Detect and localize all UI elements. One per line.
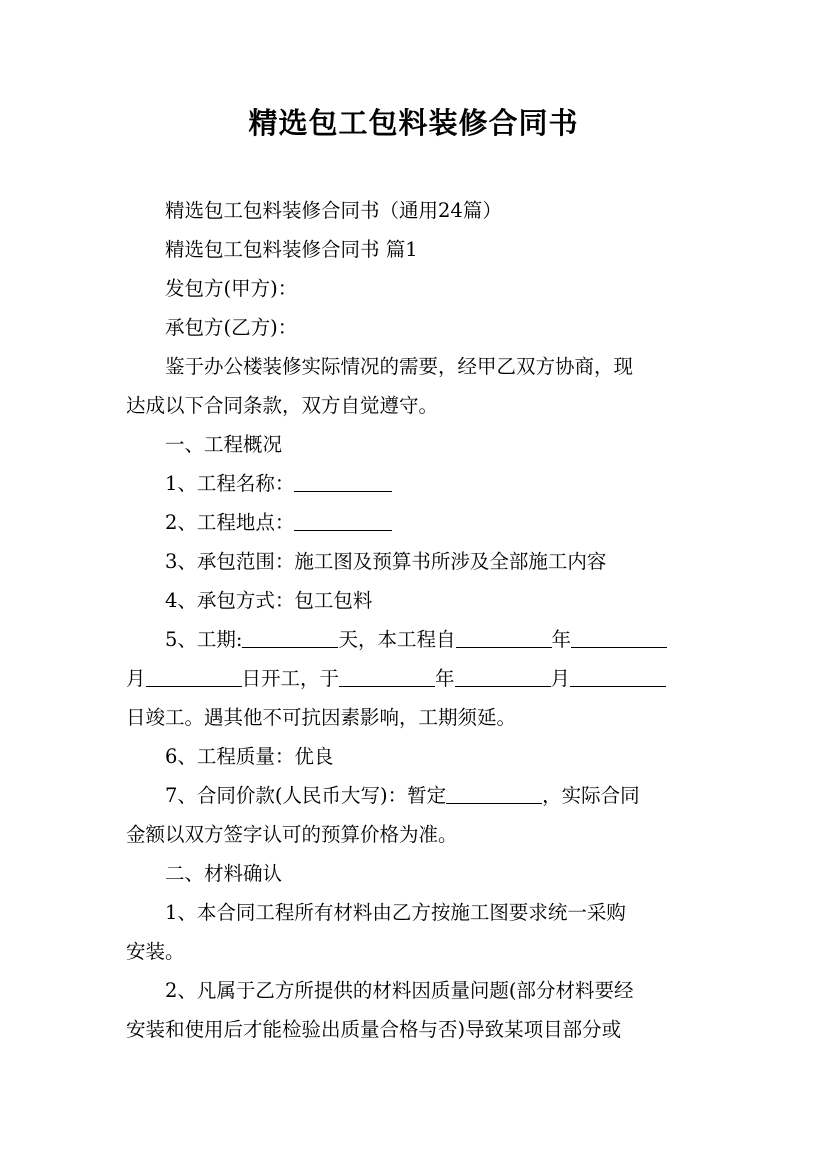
document-body	[126, 191, 702, 1049]
duration-line-3: 日竣工。遇其他不可抗因素影响，工期须延。	[126, 706, 517, 729]
project-name-line	[126, 464, 702, 503]
contract-scope-line: 3、承包范围：施工图及预算书所涉及全部施工内容	[165, 550, 607, 573]
duration-line-1	[126, 620, 702, 659]
end-month-blank	[455, 667, 551, 688]
preamble-line-1: 鉴于办公楼装修实际情况的需要，经甲乙双方协商，现	[165, 355, 634, 378]
end-month-text: 月	[550, 667, 571, 690]
start-day-blank	[146, 667, 242, 688]
piece-heading: 精选包工包料装修合同书 篇1	[165, 238, 418, 261]
duration-label: 5、工期:	[165, 628, 243, 651]
project-location-line	[126, 503, 702, 542]
start-month-text: 月	[126, 667, 146, 690]
start-day-text: 日开工，于	[241, 667, 340, 690]
quality-line: 6、工程质量：优良	[165, 745, 334, 768]
project-name-label: 1、工程名称：	[165, 472, 295, 495]
price-label: 7、合同价款(人民币大写)：暂定	[165, 784, 447, 807]
start-year-text: 年	[551, 628, 572, 651]
project-location-label: 2、工程地点：	[165, 511, 295, 534]
materials-clause-2-line-2: 安装和使用后才能检验出质量合格与否)导致某项目部分或	[126, 1018, 622, 1041]
end-year-blank	[339, 667, 435, 688]
document-title: 精选包工包料装修合同书	[248, 106, 579, 140]
duration-line-2	[126, 659, 702, 698]
project-location-blank	[294, 511, 392, 532]
contract-method-line: 4、承包方式：包工包料	[165, 589, 373, 612]
preamble-line-2: 达成以下合同条款，双方自觉遵守。	[126, 394, 439, 417]
intro-line: 精选包工包料装修合同书（通用24篇）	[165, 199, 502, 222]
price-line-2: 金额以双方签字认可的预算价格为准。	[126, 823, 458, 846]
duration-days-text: 天，本工程自	[338, 628, 456, 651]
section-heading-materials: 二、材料确认	[165, 862, 283, 885]
section-heading-overview: 一、工程概况	[165, 433, 283, 456]
materials-clause-1-line-1: 1、本合同工程所有材料由乙方按施工图要求统一采购	[165, 901, 626, 924]
duration-days-blank	[242, 628, 338, 649]
party-a-line: 发包方(甲方)：	[165, 277, 298, 300]
start-year-blank	[456, 628, 552, 649]
end-year-text: 年	[435, 667, 455, 690]
end-day-blank	[570, 667, 666, 688]
start-month-blank	[571, 628, 667, 649]
materials-clause-2-line-1: 2、凡属于乙方所提供的材料因质量问题(部分材料要经	[165, 979, 634, 1002]
price-line-1	[126, 776, 702, 815]
project-name-blank	[294, 472, 392, 493]
party-b-line: 承包方(乙方)：	[165, 316, 298, 339]
price-blank	[446, 784, 542, 805]
materials-clause-1-line-2: 安装。	[126, 940, 185, 963]
price-tail: ，实际合同	[542, 784, 640, 807]
